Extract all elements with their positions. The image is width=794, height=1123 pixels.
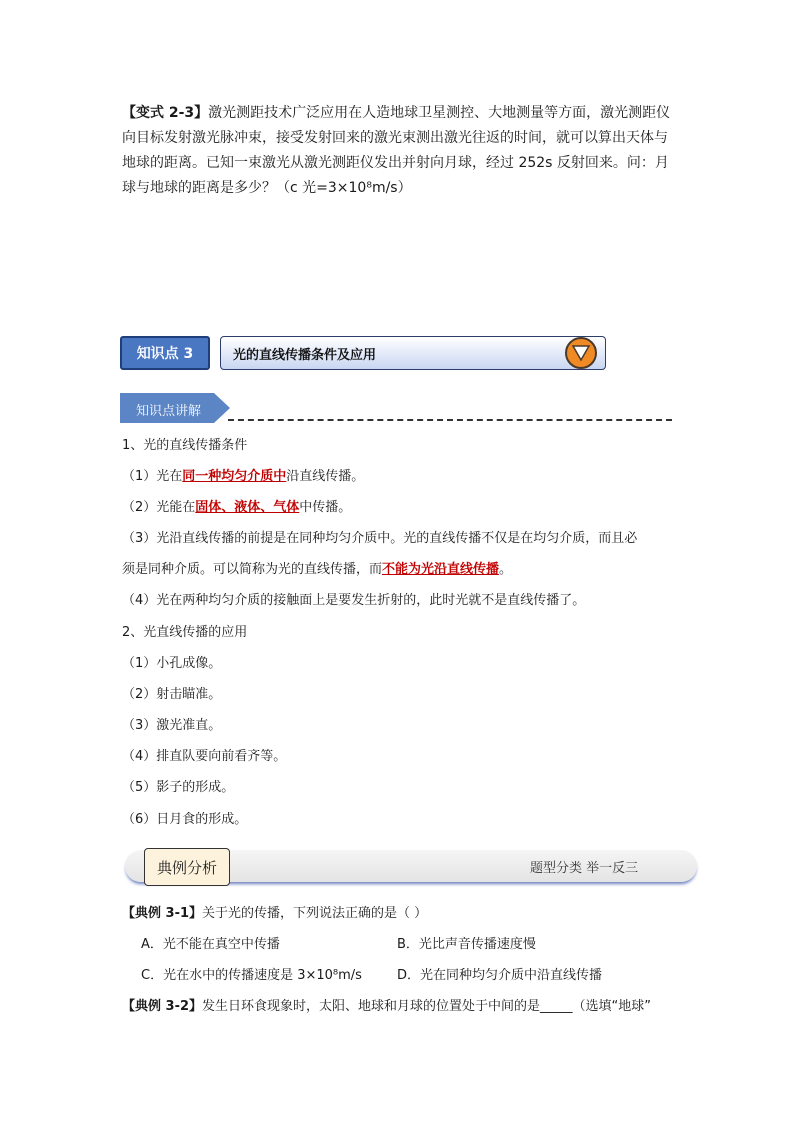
chevron-down-icon[interactable] xyxy=(565,337,597,369)
knowledge-point-title-text: 光的直线传播条件及应用 xyxy=(233,347,377,363)
example-3-1-question: 【典例 3-1】关于光的传播，下列说法正确的是（ ） xyxy=(122,906,428,921)
knowledge-point-label: 知识点 3 xyxy=(120,336,210,370)
variant-text: 激光测距技术广泛应用在人造地球卫星测控、大地测量等方面，激光测距仪向目标发射激光脉冲束，接受发射回来的激光束测出激光往返的时间，就可以算出天体与地球的距离。已知一束激光从激光测距仪发出并射向月球，经过 252s 反射回来。问：月球与地球的距离是多少？（c 光=3×10⁸m/s） xyxy=(122,105,671,196)
application-1: （1）小孔成像。 xyxy=(122,656,222,671)
application-4: （4）排直队要向前看齐等。 xyxy=(122,749,287,764)
example-banner-label: 典例分析 xyxy=(144,848,230,886)
example-banner-subtitle: 题型分类 举一反三 xyxy=(530,861,639,876)
choice-a[interactable]: A．光不能在真空中传播 xyxy=(141,937,280,952)
condition-3-cont: 须是同种介质。可以简称为光的直线传播，而不能为光沿直线传播。 xyxy=(122,562,513,577)
application-5: （5）影子的形成。 xyxy=(122,780,235,795)
heading-1: 1、光的直线传播条件 xyxy=(122,438,248,453)
example-3-2-question: 【典例 3-2】发生日环食现象时，太阳、地球和月球的位置处于中间的是_____（选填“地球” xyxy=(122,999,651,1014)
condition-4: （4）光在两种均匀介质的接触面上是要发生折射的，此时光就不是直线传播了。 xyxy=(122,593,586,608)
condition-2: （2）光能在固体、液体、气体中传播。 xyxy=(122,500,352,515)
section-tag-text: 知识点讲解 xyxy=(136,404,202,419)
choice-b[interactable]: B．光比声音传播速度慢 xyxy=(397,937,536,952)
variant-2-3-paragraph xyxy=(122,101,678,201)
condition-3: （3）光沿直线传播的前提是在同种均匀介质中。光的直线传播不仅是在均匀介质，而且必 xyxy=(122,531,638,546)
application-2: （2）射击瞄准。 xyxy=(122,687,222,702)
application-3: （3）激光准直。 xyxy=(122,718,222,733)
divider xyxy=(228,419,672,421)
choice-d[interactable]: D．光在同种均匀介质中沿直线传播 xyxy=(397,968,603,983)
variant-label: 【变式 2-3】 xyxy=(122,105,209,121)
section-tag xyxy=(120,393,230,423)
heading-2: 2、光直线传播的应用 xyxy=(122,625,248,640)
choice-c[interactable]: C．光在水中的传播速度是 3×10⁸m/s xyxy=(141,968,362,983)
condition-1: （1）光在同一种均匀介质中沿直线传播。 xyxy=(122,469,365,484)
knowledge-point-title xyxy=(220,336,606,370)
application-6: （6）日月食的形成。 xyxy=(122,812,248,827)
